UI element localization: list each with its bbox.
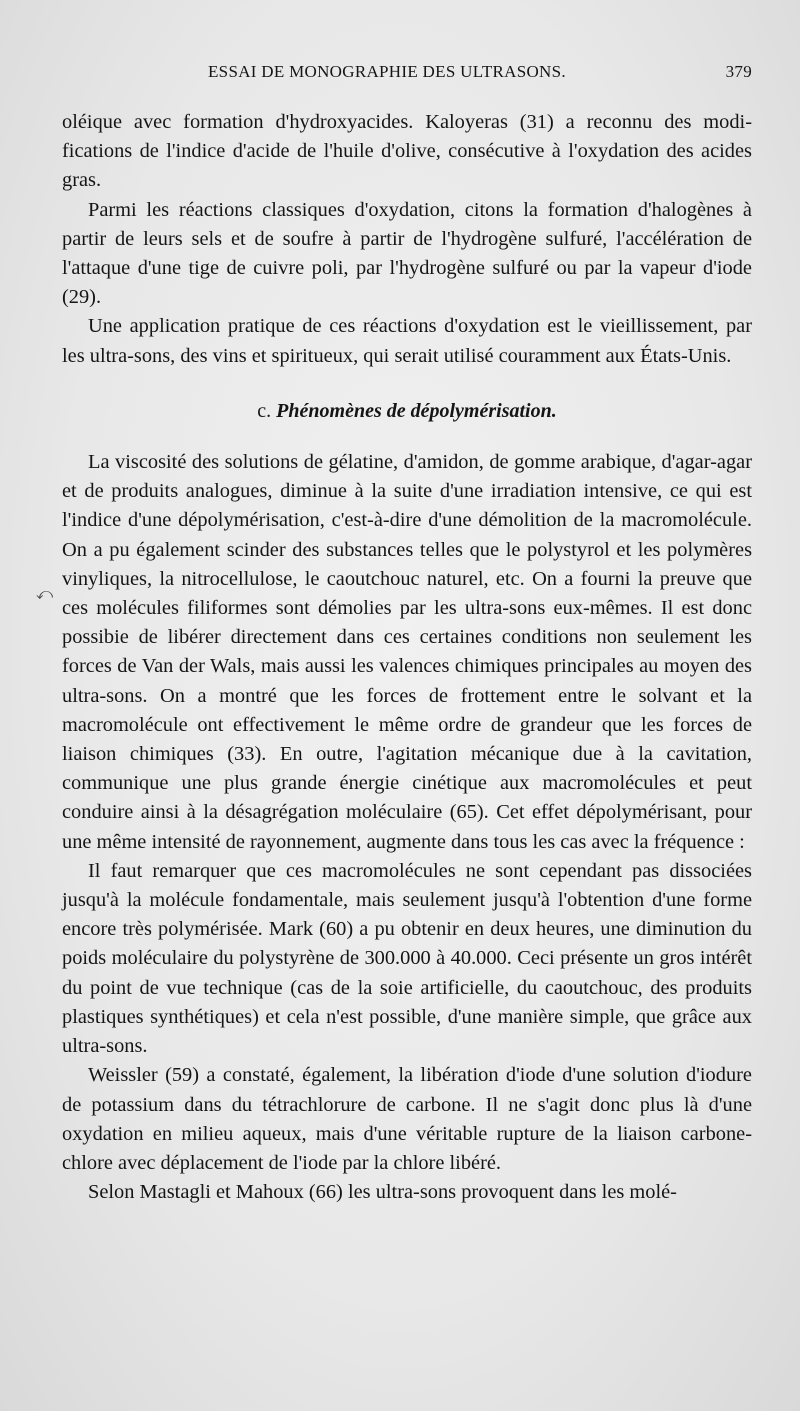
section-letter: c. <box>257 399 272 422</box>
paragraph: Une application pratique de ces réactions d'oxydation est le vieillissement, par les ultra-sons, des vins et spiritueux, qui serait utilisé couramment aux États-Unis. <box>62 315 752 367</box>
paragraph: Parmi les réactions classiques d'oxydation, citons la formation d'halogènes à partir de leurs sels et de soufre à partir de l'hydrogène sulfuré, l'accélération de l'attaque d'une tige de cuivre poli, par l'hydrogène sulfuré ou par la vapeur d'iode (29). <box>62 198 752 309</box>
paragraph: La viscosité des solutions de gélatine, d'amidon, de gomme arabique, d'agar-agar et de produits analogues, diminue à la suite d'une irradiation intensive, ce qui est l'indice d'une dépolymérisation, c'est-à-dire d'une démolition de la macromolécule. On a pu également scinder des substances telles que le polystyrol et les polymères vinyliques, la nitrocellulose, le caoutchouc naturel, etc. On a fourni la preuve que ces molécules filiformes sont démolies par les ultra-sons eux-mêmes. Il est donc possibie de libérer directement dans ces certaines conditions non seulement les forces de Van der Wals, mais aussi les valences chimiques principales au moyen des ultra-sons. On a montré que les forces de frottement entre le solvant et la macromolécule ont effectivement le même ordre de grandeur que les forces de liaison chimiques (33). En outre, l'agitation mécanique due à la cavitation, communique une plus grande énergie cinétique aux macromolécules et peut conduire ainsi à la désagrégation moléculaire (65). Cet effet dépolymérisant, pour une même intensité de rayonnement, augmente dans tous les cas avec la fréquence : <box>62 451 752 853</box>
page-body <box>62 108 752 1207</box>
paragraph: Weissler (59) a constaté, également, la libération d'iode d'une solution d'iodure de potassium dans du tétrachlorure de carbone. Il ne s'agit donc plus là d'une oxydation en milieu aqueux, mais d'une véritable rupture de la liaison carbone-chlore avec déplacement de l'iode par la chlore libéré. <box>62 1064 752 1174</box>
page-number: 379 <box>725 62 752 81</box>
paragraph: Selon Mastagli et Mahoux (66) les ultra-sons provoquent dans les molé- <box>88 1181 677 1204</box>
paragraph: oléique avec formation d'hydroxyacides. Kaloyeras (31) a reconnu des modifications de l'indice d'acide de l'huile d'olive, consécutive à l'oxydation des acides gras. <box>62 111 752 192</box>
margin-annotation-mark: ⤺ <box>36 584 54 603</box>
running-title: ESSAI DE MONOGRAPHIE DES ULTRASONS. <box>208 62 566 81</box>
running-header <box>62 62 752 88</box>
section-title: Phénomènes de dépolymérisation. <box>276 399 557 422</box>
section-heading <box>62 397 752 426</box>
paragraph: Il faut remarquer que ces macromolécules ne sont cependant pas dissociées jusqu'à la molécule fondamentale, mais seulement jusqu'à l'obtention d'une forme encore très polymérisée. Mark (60) a pu obtenir en deux heures, une diminution du poids moléculaire du polystyrène de 300.000 à 40.000. Ceci présente un gros intérêt du point de vue technique (cas de la soie artificielle, du caoutchouc, des produits plastiques synthétiques) et cela n'est possible, d'une manière simple, que grâce aux ultra-sons. <box>62 859 752 1058</box>
